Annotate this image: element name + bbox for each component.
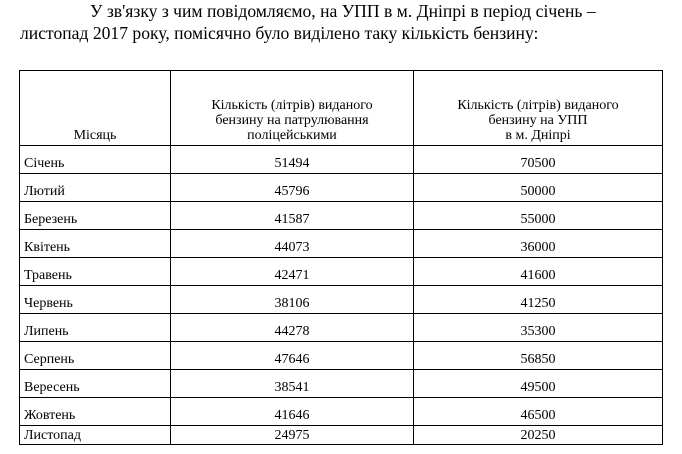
row-month-cell: Травень [20, 258, 171, 286]
table-row [20, 174, 663, 202]
row-month-cell: Червень [20, 286, 171, 314]
table-row [20, 286, 663, 314]
row-upp-cell: 41600 [414, 258, 663, 286]
table-row [20, 398, 663, 426]
row-upp-cell: 46500 [414, 398, 663, 426]
header-patrol-line-2: бензину на патрулювання [215, 113, 369, 128]
row-patrol-cell: 47646 [171, 342, 414, 370]
row-month-cell: Січень [20, 146, 171, 174]
table-row [20, 314, 663, 342]
header-patrol [171, 71, 414, 146]
row-month-cell: Березень [20, 202, 171, 230]
row-upp-cell: 55000 [414, 202, 663, 230]
row-patrol-cell: 38541 [171, 370, 414, 398]
row-month-cell: Липень [20, 314, 171, 342]
row-month-cell: Вересень [20, 370, 171, 398]
table-row [20, 230, 663, 258]
row-patrol-cell: 42471 [171, 258, 414, 286]
row-upp-cell: 41250 [414, 286, 663, 314]
row-patrol-cell: 45796 [171, 174, 414, 202]
table-row [20, 258, 663, 286]
table-row [20, 426, 663, 445]
header-upp-line-1: Кількість (літрів) виданого [457, 98, 619, 113]
table-header-row [20, 71, 663, 146]
header-patrol-line-3: поліцейськими [247, 128, 337, 143]
intro-line-1: У зв'язку з чим повідомляємо, на УПП в м. Дніпрі в період січень – [90, 1, 596, 21]
row-upp-cell: 50000 [414, 174, 663, 202]
row-patrol-cell: 41646 [171, 398, 414, 426]
header-upp-line-2: бензину на УПП [488, 113, 588, 128]
row-patrol-cell: 38106 [171, 286, 414, 314]
row-upp-cell: 36000 [414, 230, 663, 258]
intro-paragraph [20, 0, 680, 44]
row-month-cell: Листопад [20, 426, 171, 445]
row-upp-cell: 35300 [414, 314, 663, 342]
header-month [20, 71, 171, 146]
table-row [20, 146, 663, 174]
row-upp-cell: 56850 [414, 342, 663, 370]
row-upp-cell: 20250 [414, 426, 663, 445]
table-row [20, 342, 663, 370]
row-month-cell: Жовтень [20, 398, 171, 426]
row-patrol-cell: 44278 [171, 314, 414, 342]
header-upp [414, 71, 663, 146]
row-patrol-cell: 24975 [171, 426, 414, 445]
fuel-table [19, 70, 663, 445]
row-upp-cell: 70500 [414, 146, 663, 174]
header-patrol-line-1: Кількість (літрів) виданого [211, 98, 373, 113]
header-upp-line-3: в м. Дніпрі [505, 128, 571, 143]
header-month-label: Місяць [73, 128, 117, 143]
row-patrol-cell: 51494 [171, 146, 414, 174]
table-row [20, 202, 663, 230]
intro-line-2: листопад 2017 року, помісячно було виділено таку кількість бензину: [20, 23, 539, 43]
row-month-cell: Лютий [20, 174, 171, 202]
row-upp-cell: 49500 [414, 370, 663, 398]
table-row [20, 370, 663, 398]
row-month-cell: Квітень [20, 230, 171, 258]
row-month-cell: Серпень [20, 342, 171, 370]
row-patrol-cell: 41587 [171, 202, 414, 230]
row-patrol-cell: 44073 [171, 230, 414, 258]
